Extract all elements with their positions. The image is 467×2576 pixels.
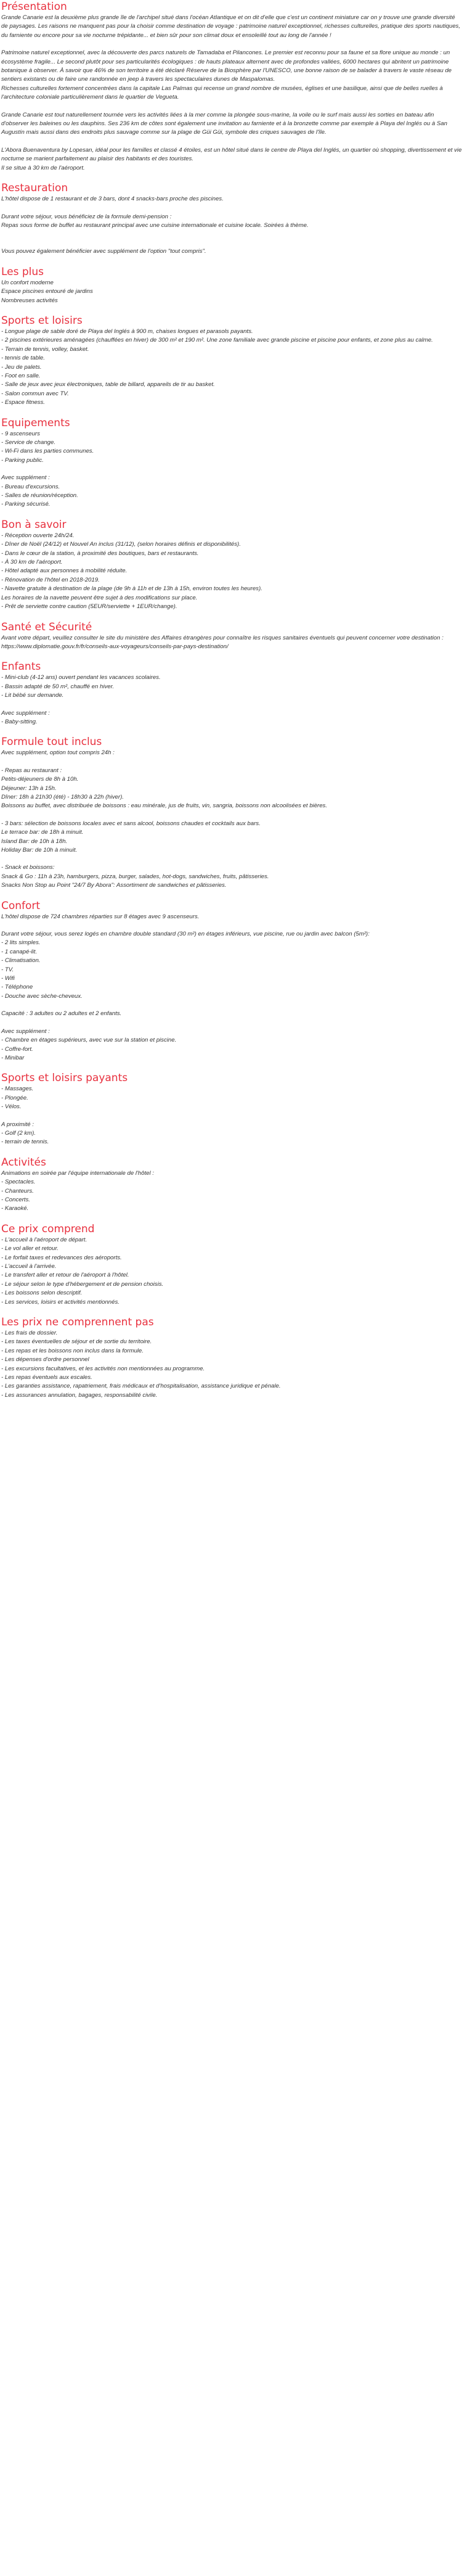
paragraph: Avec supplément :	[1, 709, 50, 717]
section-ce-prix-comprend	[1, 1222, 462, 1315]
paragraph-spacer	[1, 1019, 462, 1027]
section-title: Les prix ne comprennent pas	[1, 1316, 154, 1329]
paragraph: - TV.	[1, 966, 14, 973]
paragraph: L'hôtel dispose de 1 restaurant et de 3 bars, dont 4 snacks-bars proche des piscines.	[1, 195, 224, 203]
paragraph: - Réception ouverte 24h/24.	[1, 532, 75, 539]
paragraph: - Dans le cœur de la station, à proximité des boutiques, bars et restaurants.	[1, 549, 199, 557]
section-body	[1, 195, 462, 265]
paragraph: - terrain de tennis.	[1, 1138, 49, 1146]
paragraph: L'Abora Buenaventura by Lopesan, idéal pour les familles et classé 4 étoiles, est un hôtel situé dans le centre de Playa del Inglés, un quartier où shopping, divertissement et vie nocturne se marient parfaitement au plaisir des habitants et des touristes.	[1, 146, 462, 163]
paragraph: - 3 bars: sélection de boissons locales avec et sans alcool, boissons chaudes et cocktails aux bars.	[1, 820, 261, 827]
section-spacer	[1, 305, 462, 314]
paragraph: - Vélos.	[1, 1103, 22, 1111]
paragraph-spacer	[1, 465, 462, 474]
section-title: Les plus	[1, 265, 44, 278]
paragraph: - Le vol aller et retour.	[1, 1245, 59, 1253]
section-confort	[1, 899, 462, 1072]
paragraph: - Navette gratuite à destination de la plage (de 9h à 11h et de 13h à 15h, environ toutes les heures).	[1, 585, 262, 593]
paragraph-spacer	[1, 40, 462, 49]
section-body	[1, 1085, 462, 1155]
paragraph: Déjeuner: 13h à 15h.	[1, 784, 57, 792]
paragraph: - Karaoké.	[1, 1205, 29, 1212]
section-title: Présentation	[1, 1, 67, 13]
paragraph: - Le forfait taxes et redevances des aéroports.	[1, 1254, 122, 1261]
paragraph: Avec supplément, option tout compris 24h :	[1, 749, 115, 757]
paragraph-spacer	[1, 102, 462, 111]
paragraph: - Parking sécurisé.	[1, 501, 51, 508]
paragraph: - Jeu de palets.	[1, 363, 42, 371]
paragraph: - Massages.	[1, 1085, 34, 1093]
section-body	[1, 673, 462, 735]
paragraph: Espace piscines entouré de jardins	[1, 288, 93, 295]
paragraph: - 9 ascenseurs	[1, 430, 40, 437]
paragraph: - Golf (2 km).	[1, 1129, 36, 1137]
paragraph: - L'accueil à l'aéroport de départ.	[1, 1236, 87, 1243]
section-body	[1, 327, 462, 416]
paragraph: Dîner: 18h à 21h30 (été) - 18h30 à 22h (hiver).	[1, 793, 124, 800]
paragraph: - tennis de table.	[1, 355, 45, 362]
section-body	[1, 532, 462, 620]
paragraph-spacer	[1, 230, 462, 239]
paragraph: - L'accueil à l'arrivée.	[1, 1263, 57, 1270]
paragraph: - Dîner de Noël (24/12) et Nouvel An inclus (31/12), (selon horaires définis et disponibilités).	[1, 541, 241, 548]
paragraph-spacer	[1, 204, 462, 213]
paragraph: - Baby-sitting.	[1, 718, 38, 725]
paragraph: - Les repas et les boissons non inclus dans la formule.	[1, 1347, 144, 1354]
paragraph: - Climatisation.	[1, 957, 41, 965]
section-restauration	[1, 181, 462, 265]
paragraph: Il se situe à 30 km de l'aéroport.	[1, 164, 85, 171]
section-body	[1, 913, 462, 1072]
paragraph: - Hôtel adapté aux personnes à mobilité réduite.	[1, 567, 128, 575]
section-sports-loisirs-payants	[1, 1071, 462, 1155]
paragraph-spacer	[1, 239, 462, 247]
section-body	[1, 430, 462, 518]
section-title: Equipements	[1, 416, 70, 429]
paragraph: - Les assurances annulation, bagages, responsabilité civile.	[1, 1391, 158, 1399]
section-sports-loisirs	[1, 314, 462, 416]
paragraph: - Le séjour selon le type d'hébergement et de pension choisis.	[1, 1280, 164, 1288]
paragraph: Le terrace bar: de 18h à minuit.	[1, 829, 84, 836]
paragraph: L'hôtel dispose de 724 chambres réparties sur 8 étages avec 9 ascenseurs.	[1, 913, 200, 920]
section-body	[1, 279, 462, 314]
paragraph: Grande Canarie est tout naturellement tournée vers les activités liées à la mer comme la plongée sous-marine, la voile ou le surf mais aussi les sorties en bateau afin d'observer les baleines ou les dauphins. Ses 236 km de côtes sont également une invitation au farniente et à la bronzette comme par exemple à Playa del Inglés ou à San Augustín mais aussi dans des endroits plus sauvage comme sur la plage de Güi Güi, symbole des criques sauvages de l'île.	[1, 111, 447, 136]
paragraph: - Repas au restaurant :	[1, 767, 62, 774]
paragraph: Snacks Non Stop au Point "24/7 By Abora": Assortiment de sandwiches et pâtisseries.	[1, 882, 227, 889]
section-spacer	[1, 408, 462, 416]
paragraph: - Mini-club (4-12 ans) ouvert pendant les vacances scolaires.	[1, 674, 161, 681]
section-title: Formule tout inclus	[1, 736, 102, 749]
paragraph: - Wi-Fi dans les parties communes.	[1, 448, 94, 455]
paragraph: - Plongée.	[1, 1094, 28, 1101]
paragraph: - Lit bébé sur demande.	[1, 692, 64, 699]
section-spacer	[1, 1307, 462, 1315]
paragraph: Capacité : 3 adultes ou 2 adultes et 2 enfants.	[1, 1010, 122, 1018]
section-title: Enfants	[1, 660, 41, 673]
paragraph: - Terrain de tennis, volley, basket.	[1, 345, 89, 353]
paragraph: - Chambre en étages supérieurs, avec vue sur la station et piscine.	[1, 1037, 177, 1044]
paragraph: Durant votre séjour, vous bénéficiez de la formule demi-pension :	[1, 213, 172, 220]
paragraph-spacer	[1, 1001, 462, 1010]
paragraph: - Salon commun avec TV.	[1, 390, 69, 397]
paragraph-spacer	[1, 701, 462, 709]
paragraph: - Snack et boissons:	[1, 864, 55, 871]
paragraph-spacer	[1, 855, 462, 863]
section-title: Activités	[1, 1156, 46, 1169]
paragraph: - Les boissons selon descriptif.	[1, 1290, 83, 1297]
paragraph: - Service de change.	[1, 439, 55, 446]
paragraph: - Concerts.	[1, 1196, 30, 1203]
section-body	[1, 749, 462, 899]
paragraph: - Les frais de dossier.	[1, 1330, 58, 1337]
paragraph: - À 30 km de l'aéroport.	[1, 559, 63, 566]
paragraph: - Chanteurs.	[1, 1187, 34, 1195]
paragraph-spacer	[1, 1112, 462, 1121]
section-sante-securite	[1, 620, 462, 660]
paragraph: Avec supplément :	[1, 474, 50, 482]
paragraph: - Les excursions facultatives, et les activités non mentionnées au programme.	[1, 1365, 205, 1372]
section-spacer	[1, 612, 462, 620]
section-title: Sports et loisirs	[1, 314, 83, 327]
section-body	[1, 634, 462, 660]
paragraph: Patrimoine naturel exceptionnel, avec la découverte des parcs naturels de Tamadaba et Pilancones. Le premier est reconnu pour sa faune et sa flore unique au monde : un écosystème fragile... Le second plutôt pour ses particularités écologiques : de hauts plateaux alternent avec de profondes vallées, 6000 hectares qui abritent un patrimoine botanique à observer. À savoir que 46% de son territoire a été déclaré Réserve de la Biosphère par l'UNESCO, une bonne raison de se balader à travers le vaste réseau de sentiers existants ou de faire une randonnée en jeep à travers les spectaculaires dunes de Maspalomas.	[1, 49, 452, 83]
paragraph: - 2 lits simples.	[1, 939, 41, 947]
section-spacer	[1, 1147, 462, 1156]
paragraph: Durant votre séjour, vous serez logés en chambre double standard (30 m²) en étages inférieurs, vue piscine, rue ou jardin avec balcon (5m²):	[1, 931, 370, 938]
section-spacer	[1, 509, 462, 518]
paragraph: - Espace fitness.	[1, 399, 45, 406]
paragraph: Snack & Go : 11h à 23h, hamburgers, pizza, burger, salades, hot-dogs, sandwiches, fruits, pâtisseries.	[1, 873, 269, 880]
paragraph: Richesses culturelles fortement concentrées dans la capitale Las Palmas qui recense un grand nombre de musées, églises et une basilique, ainsi que de belles ruelles à l'architecture coloniale particulièrement dans le quartier de Vegueta.	[1, 84, 443, 101]
paragraph: - Rénovation de l'hôtel en 2018-2019.	[1, 576, 100, 583]
section-spacer	[1, 891, 462, 899]
section-title: Santé et Sécurité	[1, 620, 92, 633]
paragraph: - Salle de jeux avec jeux électroniques, table de billard, appareils de tir au basket.	[1, 381, 215, 389]
section-title: Confort	[1, 899, 41, 912]
section-spacer	[1, 651, 462, 660]
paragraph: - Le transfert aller et retour de l'aéroport à l'hôtel.	[1, 1272, 129, 1279]
paragraph: - Douche avec sèche-cheveux.	[1, 992, 83, 1000]
paragraph: Vous pouvez également bénéficier avec supplément de l'option "tout compris".	[1, 248, 206, 255]
paragraph: - Prêt de serviette contre caution (5EUR/serviette + 1EUR/change).	[1, 603, 177, 611]
paragraph: - Téléphone	[1, 984, 33, 991]
paragraph-spacer	[1, 758, 462, 767]
paragraph: Avant votre départ, veuillez consulter le site du ministère des Affaires étrangères pour connaître les risques sanitaires éventuels qui peuvent concerner votre destination : https://www.diplomatie.gouv.fr/fr/conseils-aux-voyageurs/conseils-par-pays-destination/	[1, 634, 444, 650]
paragraph: Nombreuses activités	[1, 297, 58, 304]
section-les-plus	[1, 265, 462, 314]
section-spacer	[1, 257, 462, 265]
paragraph: - 1 canapé-lit.	[1, 948, 38, 955]
paragraph: Repas sous forme de buffet au restaurant principal avec une cuisine internationale et cuisine locale. Soirées à thème.	[1, 221, 309, 229]
paragraph: Boissons au buffet, avec distribuée de boissons : eau minérale, jus de fruits, vin, sangria, boissons non alcoolisées et bières.	[1, 802, 328, 810]
paragraph: - Les dépenses d'ordre personnel	[1, 1356, 89, 1364]
paragraph: Un confort moderne	[1, 279, 54, 286]
paragraph: - Spectacles.	[1, 1179, 36, 1186]
paragraph-spacer	[1, 811, 462, 820]
paragraph: A proximité :	[1, 1121, 34, 1128]
section-body	[1, 1329, 462, 1409]
section-activites	[1, 1156, 462, 1222]
paragraph: - Foot en salle.	[1, 372, 41, 379]
section-title: Sports et loisirs payants	[1, 1072, 128, 1085]
section-title: Restauration	[1, 182, 68, 195]
paragraph: - Minibar	[1, 1054, 25, 1061]
section-body	[1, 14, 462, 181]
paragraph: - Bureau d'excursions.	[1, 483, 60, 490]
paragraph: Animations en soirée par l'équipe internationale de l'hôtel :	[1, 1169, 154, 1177]
section-equipements	[1, 416, 462, 518]
section-spacer	[1, 726, 462, 735]
paragraph: Les horaires de la navette peuvent être sujet à des modifications sur place.	[1, 594, 198, 601]
section-title: Bon à savoir	[1, 518, 67, 531]
paragraph: - Les repas éventuels aux escales.	[1, 1374, 92, 1381]
paragraph: Holiday Bar: de 10h à minuit.	[1, 847, 78, 854]
section-body	[1, 1169, 462, 1222]
paragraph: Grande Canarie est la deuxième plus grande île de l'archipel situé dans l'océan Atlantique et on dit d'elle que c'est un continent miniature car on y trouve une grande diversité de paysages. Les raisons ne manquent pas pour la choisir comme destination de voyage : patrimoine naturel exceptionnel, richesses culturelles, pratique des sports nautiques, du farniente ou encore pour sa vie nocturne trépidante... et bien sûr pour son climat doux et ensoleillé tout au long de l'année !	[1, 14, 461, 39]
section-prix-ne-comprennent-pas	[1, 1315, 462, 1409]
paragraph-spacer	[1, 138, 462, 146]
section-spacer	[1, 173, 462, 181]
paragraph: - Bassin adapté de 50 m², chauffé en hiver.	[1, 683, 115, 690]
paragraph: Petits-déjeuners de 8h à 10h.	[1, 776, 79, 783]
paragraph: - Salles de réunion/réception.	[1, 492, 78, 500]
paragraph: - 2 piscines extérieures aménagées (chauffées en hiver) de 300 m² et 190 m². Une zone familiale avec grande piscine et piscine pour enfants, et zone plus au calme.	[1, 337, 433, 344]
paragraph: - Les taxes éventuelles de séjour et de sortie du territoire.	[1, 1338, 152, 1346]
paragraph: - Coffre-fort.	[1, 1045, 33, 1053]
paragraph: - Wifi	[1, 975, 15, 982]
section-title: Ce prix comprend	[1, 1222, 95, 1235]
section-spacer	[1, 1214, 462, 1222]
paragraph: Avec supplément :	[1, 1027, 50, 1035]
paragraph: Island Bar: de 10h à 18h.	[1, 837, 68, 845]
section-presentation	[1, 0, 462, 181]
section-spacer	[1, 1400, 462, 1409]
section-body	[1, 1236, 462, 1315]
paragraph: - Parking public.	[1, 456, 44, 464]
section-bon-a-savoir	[1, 518, 462, 620]
section-spacer	[1, 1063, 462, 1071]
section-enfants	[1, 660, 462, 735]
paragraph: - Les services, loisirs et activités mentionnés.	[1, 1298, 120, 1306]
paragraph: - Les garanties assistance, rapatriement, frais médicaux et d'hospitalisation, assistance juridique et pénale.	[1, 1383, 281, 1390]
section-formule-tout-inclus	[1, 735, 462, 899]
paragraph: - Longue plage de sable doré de Playa del Inglés à 900 m, chaises longues et parasols payants.	[1, 327, 253, 335]
paragraph-spacer	[1, 921, 462, 930]
